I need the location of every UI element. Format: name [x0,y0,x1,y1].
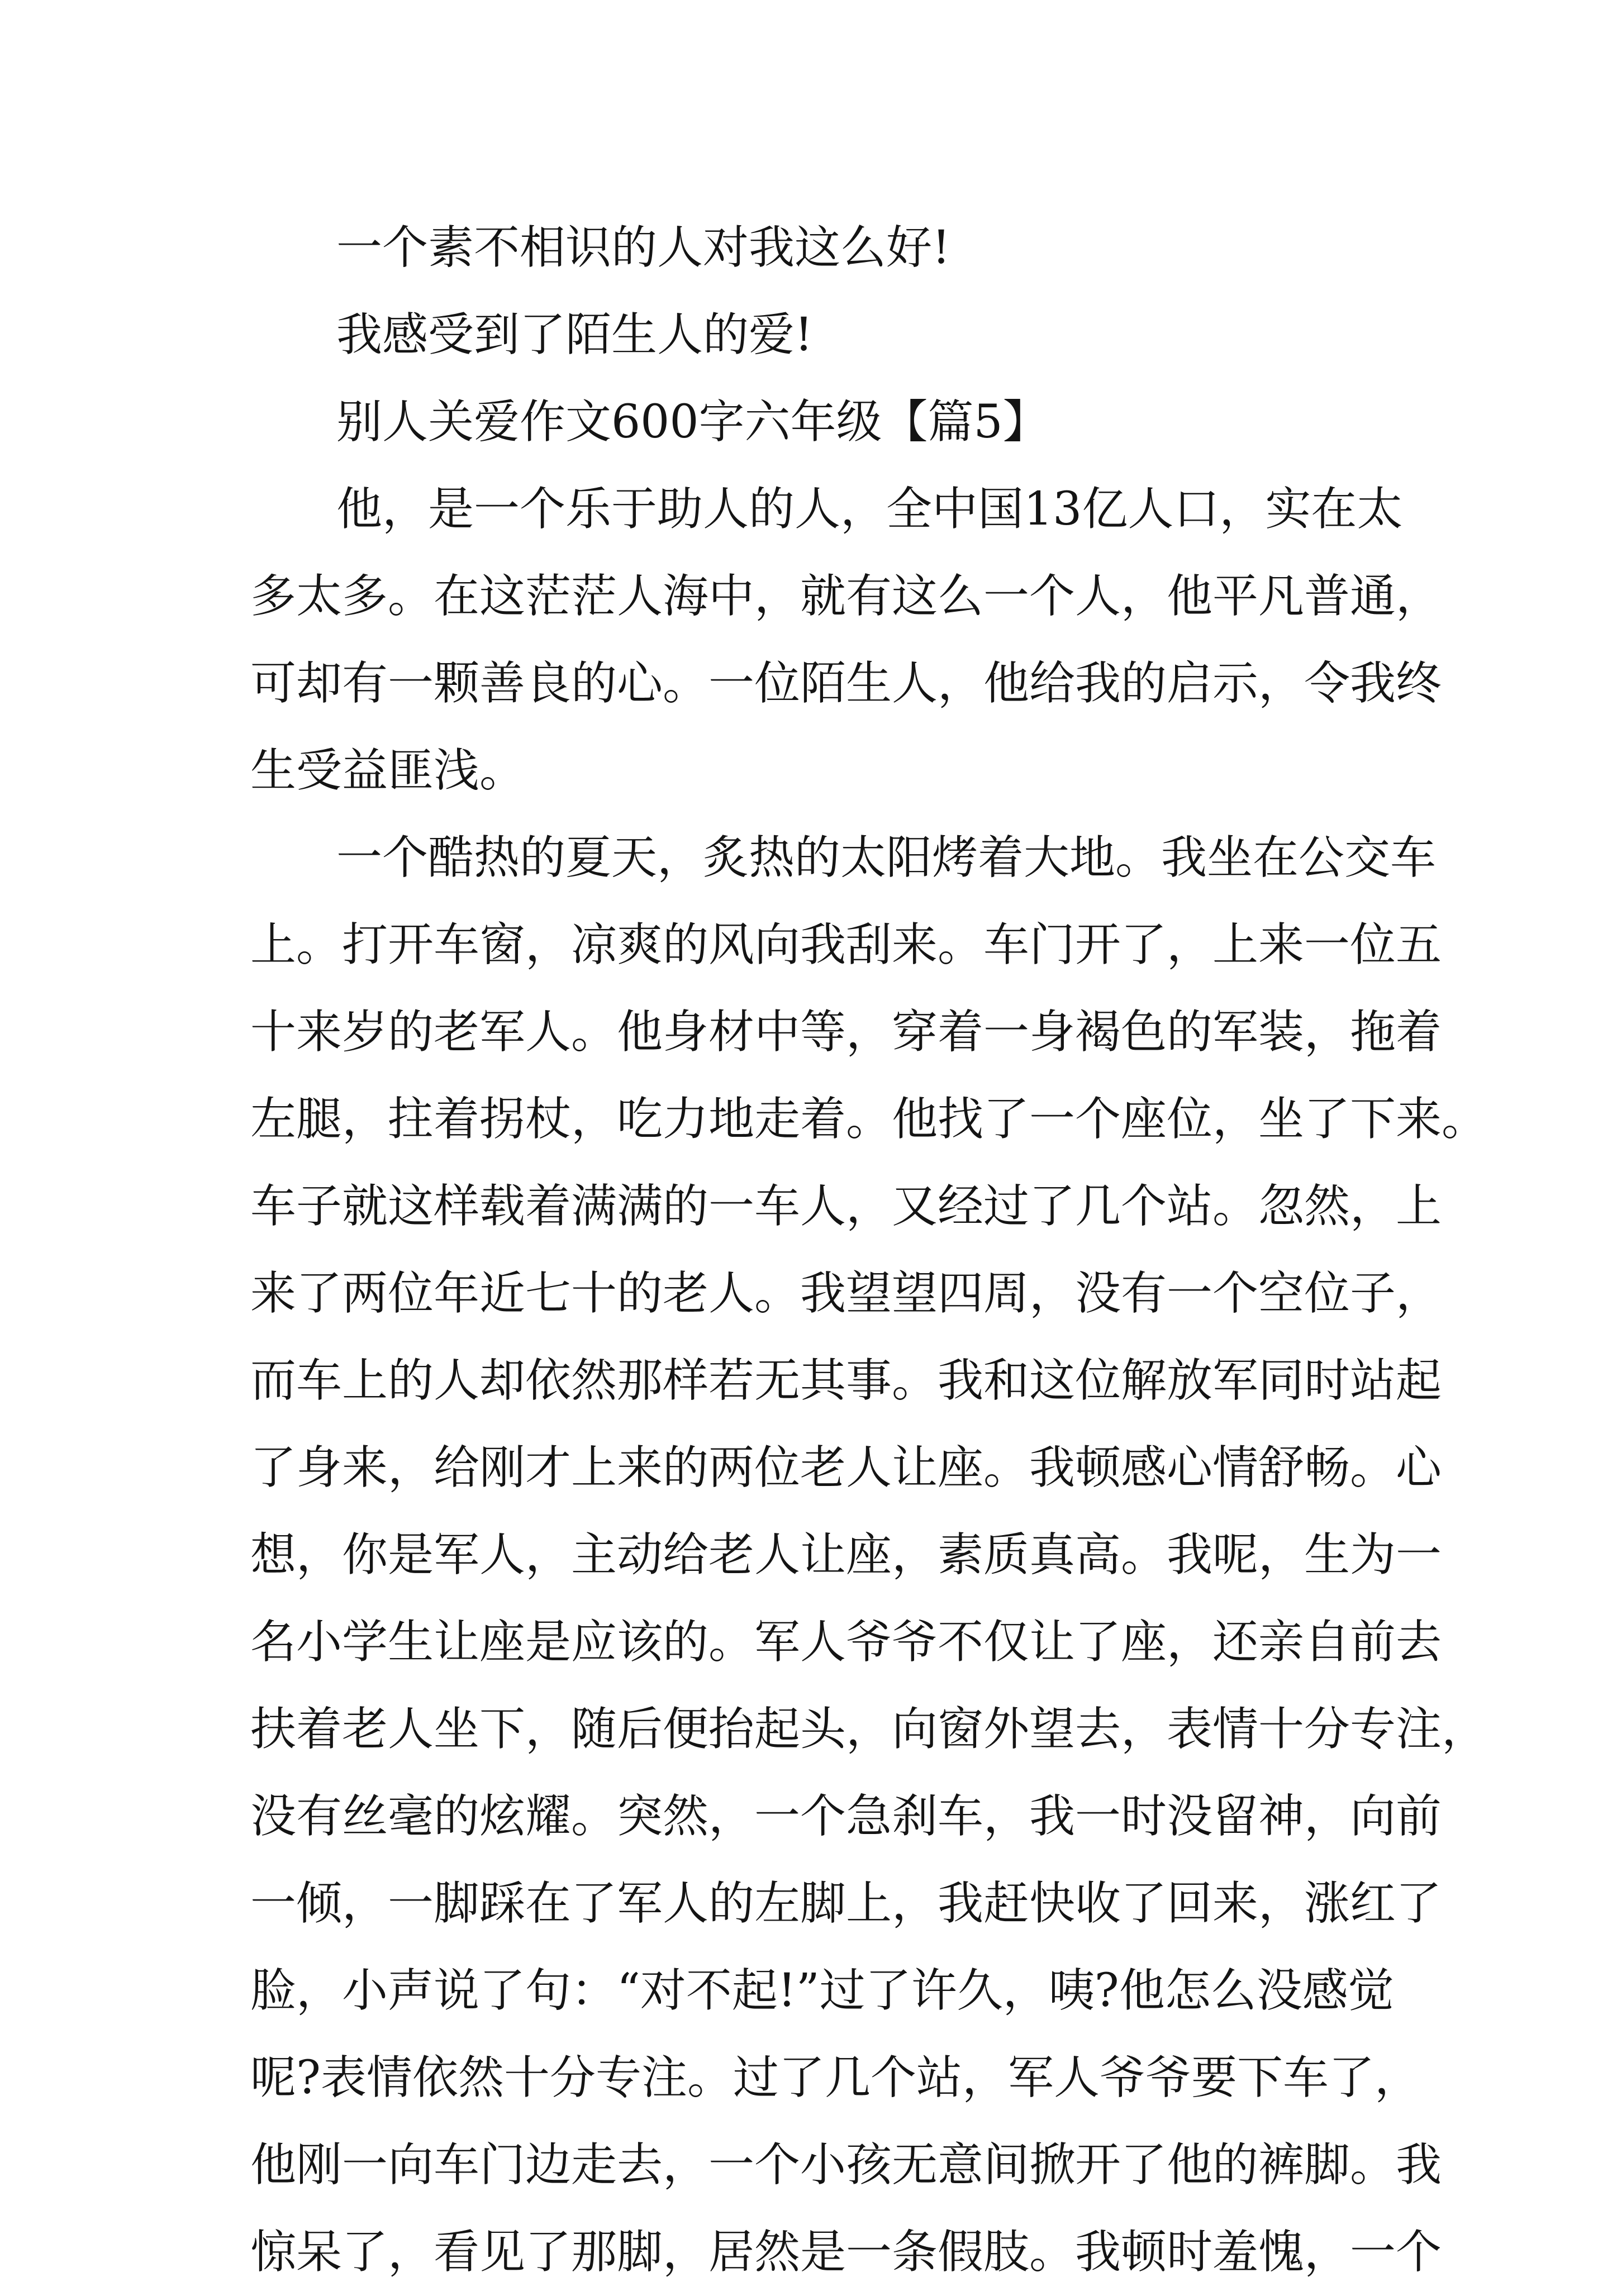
section-heading: 别人关爱作文600字六年级【篇5】 [336,396,1049,449]
paragraph-line: 生受益匪浅。 [250,744,526,797]
paragraph-line: 呢?表情依然十分专注。过了几个站，军人爷爷要下车了， [250,2051,1420,2104]
paragraph-line: 而车上的人却依然那样若无其事。我和这位解放军同时站起 [250,1354,1442,1407]
paragraph-line: 十来岁的老军人。他身材中等，穿着一身褐色的军装，拖着 [250,1006,1442,1059]
paragraph-line: 想，你是军人，主动给老人让座，素质真高。我呢，生为一 [250,1528,1442,1582]
article-body [250,204,1488,2296]
paragraph-line: 一个酷热的夏天，炙热的太阳烤着大地。我坐在公交车 [336,831,1437,884]
paragraph-line: 他刚一向车门边走去，一个小孩无意间掀开了他的裤脚。我 [250,2138,1442,2192]
paragraph-line: 来了两位年近七十的老人。我望望四周，没有一个空位子， [250,1267,1442,1320]
paragraph-line: 没有丝毫的炫耀。突然，一个急刹车，我一时没留神，向前 [250,1790,1442,1843]
paragraph-line: 一倾，一脚踩在了军人的左脚上，我赶快收了回来，涨红了 [250,1877,1442,1930]
paragraph-line: 可却有一颗善良的心。一位陌生人，他给我的启示，令我终 [250,657,1442,710]
paragraph-line: 他，是一个乐于助人的人，全中国13亿人口，实在太 [336,483,1403,536]
paragraph-line: 名小学生让座是应该的。军人爷爷不仅让了座，还亲自前去 [250,1616,1442,1669]
paragraph-line: 车子就这样载着满满的一车人，又经过了几个站。忽然，上 [250,1180,1442,1233]
paragraph-line: 上。打开车窗，凉爽的风向我刮来。车门开了，上来一位五 [250,918,1442,971]
paragraph-line: 左腿，拄着拐杖，吃力地走着。他找了一个座位，坐了下来。 [250,1093,1488,1146]
paragraph-line: 一个素不相识的人对我这么好! [336,221,950,274]
paragraph-line: 了身来，给刚才上来的两位老人让座。我顿感心情舒畅。心 [250,1441,1442,1494]
paragraph-line: 多太多。在这茫茫人海中，就有这么一个人，他平凡普通， [250,570,1442,623]
paragraph-line: 脸，小声说了句：“对不起!”过了许久，咦?他怎么没感觉 [250,1964,1394,2017]
paragraph-line: 惊呆了，看见了那脚，居然是一条假肢。我顿时羞愧，一个 [250,2226,1442,2279]
paragraph-line: 我感受到了陌生人的爱! [336,308,813,361]
paragraph-line: 扶着老人坐下，随后便抬起头，向窗外望去，表情十分专注， [250,1703,1488,1756]
